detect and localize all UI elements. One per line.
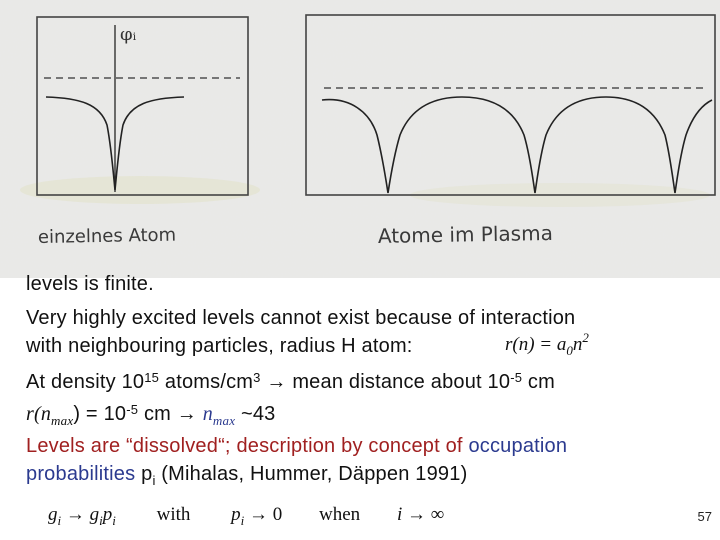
- text-line-neighbour: with neighbouring particles, radius H atom:: [26, 335, 413, 357]
- text-line-finite: levels is finite.: [26, 273, 154, 295]
- dissolved-red: Levels are “dissolved“; description by concept of: [26, 435, 469, 457]
- scan-smudge: [20, 176, 260, 204]
- wf-p: p: [102, 504, 113, 525]
- caption-single-atom: einzelnes Atom: [37, 224, 177, 248]
- density-b: atoms/cm: [159, 371, 254, 393]
- wf-i1: i: [57, 512, 62, 528]
- wf-i5: i: [396, 504, 403, 525]
- wf-i4: i: [240, 512, 245, 528]
- occupation-blue: occupation: [468, 435, 568, 457]
- wf-arrow3: → ∞: [402, 504, 445, 525]
- wf-when: when: [319, 504, 361, 525]
- text-line-dissolved: [26, 434, 567, 458]
- nmax-a: r(n: [26, 403, 52, 425]
- radius-formula-lhs: r(n) = a: [505, 334, 567, 355]
- wf-i3: i: [112, 512, 116, 528]
- nmax-d: n: [202, 403, 213, 425]
- density-c: mean distance about 10: [292, 371, 511, 393]
- nmax-c: cm →: [138, 403, 203, 425]
- text-line-density: [26, 370, 555, 394]
- probabilities-blue: probabilities: [26, 463, 136, 485]
- text-line-probabilities: [26, 462, 467, 493]
- density-exp: 15: [144, 370, 160, 385]
- text-line-nmax: [26, 402, 275, 433]
- radius-formula-sup: 2: [582, 330, 589, 345]
- density-d: cm: [522, 371, 555, 393]
- weight-formula: [48, 504, 444, 529]
- radius-formula-n: n: [572, 334, 583, 355]
- nmax-sub: max: [51, 413, 74, 428]
- wf-arrow2: → 0: [244, 504, 283, 525]
- text-line-excited: Very highly excited levels cannot exist because of interaction: [26, 307, 576, 329]
- page-number: 57: [697, 509, 712, 524]
- nmax-exp: -5: [126, 402, 139, 417]
- density-a: At density 10: [26, 371, 145, 393]
- radius-formula: [505, 330, 589, 359]
- nmax-b: ) = 10: [73, 403, 127, 425]
- radius-formula-sub: 0: [566, 342, 573, 358]
- nmax-sub2: max: [212, 413, 236, 428]
- wf-p2: p: [231, 504, 241, 525]
- prob-p: p: [135, 463, 153, 485]
- density-exp2: 3: [253, 370, 261, 385]
- caption-atoms-plasma: Atome im Plasma: [377, 220, 554, 248]
- density-exp3: -5: [510, 370, 523, 385]
- wf-g1: g: [48, 504, 58, 525]
- prob-ref: (Mihalas, Hummer, Däppen 1991): [155, 463, 468, 485]
- wf-with: with: [156, 504, 191, 525]
- wf-arrow1: →: [61, 504, 90, 525]
- wf-g2: g: [89, 504, 100, 525]
- density-arrow: →: [260, 371, 293, 393]
- nmax-e: ~43: [235, 403, 276, 425]
- prob-sub: i: [152, 473, 156, 488]
- wf-i2: i: [99, 512, 103, 528]
- phi-label: φᵢ: [120, 24, 137, 45]
